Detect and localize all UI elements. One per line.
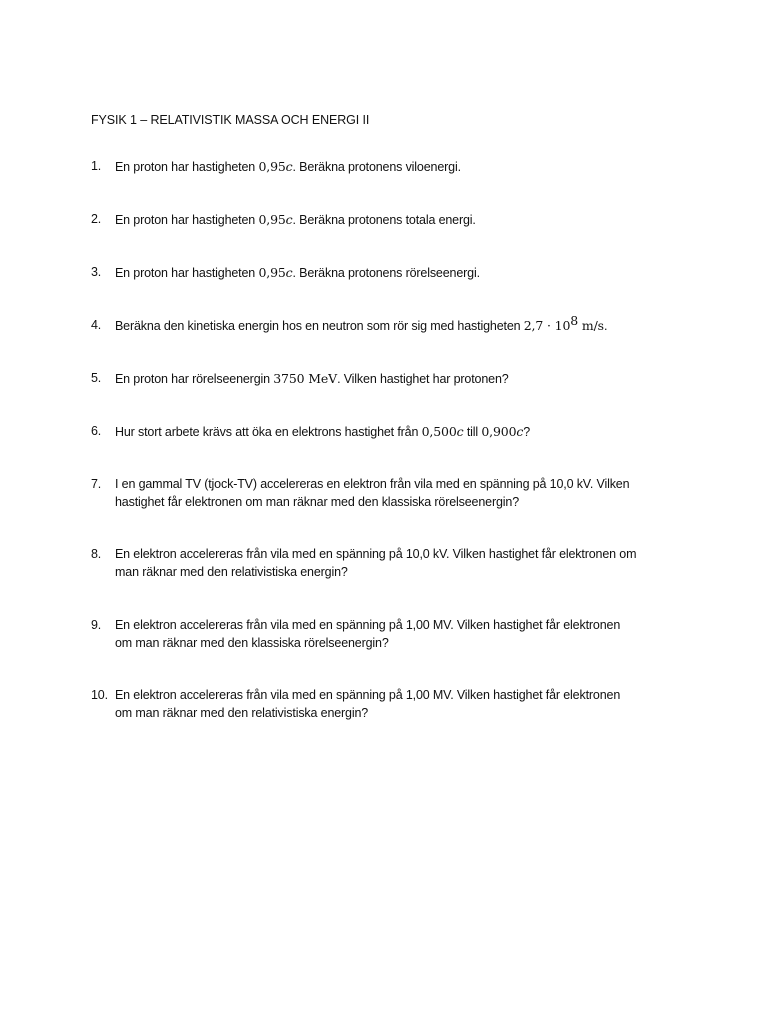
question-item <box>91 617 691 652</box>
question-text-line-2: hastighet får elektronen om man räknar med den klassiska rörelseenergin? <box>115 494 520 509</box>
question-number: 9. <box>91 618 102 632</box>
question-item <box>91 476 691 511</box>
question-number: 8. <box>91 547 102 561</box>
question-item <box>91 423 691 442</box>
question-number: 5. <box>91 371 102 385</box>
question-number: 1. <box>91 159 102 173</box>
question-text-line-2: om man räknar med den relativistiska energin? <box>115 705 369 720</box>
question-number: 10. <box>91 688 108 702</box>
question-item <box>91 158 691 177</box>
question-text: Hur stort arbete krävs att öka en elektrons hastighet från 0,500c till 0,900c? <box>115 424 531 439</box>
question-text: Beräkna den kinetiska energin hos en neutron som rör sig med hastigheten $2,7 \cdot 10^8$ m/s. <box>115 312 608 333</box>
question-number: 6. <box>91 424 102 438</box>
question-text-line-2: om man räknar med den klassiska rörelseenergin? <box>115 635 389 650</box>
question-item <box>91 211 691 230</box>
question-item <box>91 312 691 336</box>
question-number: 4. <box>91 318 102 332</box>
question-text-line-1: I en gammal TV (tjock-TV) accelereras en elektron från vila med en spänning på 10,0 kV. Vilken <box>115 477 630 491</box>
question-text: En proton har rörelseenergin 3750 MeV. Vilken hastighet har protonen? <box>115 371 509 386</box>
question-text-line-1: En elektron accelereras från vila med en spänning på 1,00 MV. Vilken hastighet får elektronen <box>115 688 621 702</box>
question-text-line-1: En elektron accelereras från vila med en spänning på 1,00 MV. Vilken hastighet får elektronen <box>115 618 621 632</box>
question-text: En proton har hastigheten 0,95c. Beräkna protonens rörelseenergi. <box>115 265 480 280</box>
question-number: 2. <box>91 212 102 226</box>
question-text: En proton har hastigheten 0,95c. Beräkna protonens viloenergi. <box>115 159 461 174</box>
question-item <box>91 546 691 581</box>
question-number: 3. <box>91 265 102 279</box>
page-title: FYSIK 1 – RELATIVISTIK MASSA OCH ENERGI II <box>91 113 370 127</box>
question-item <box>91 264 691 283</box>
question-item <box>91 370 691 389</box>
question-number: 7. <box>91 477 102 491</box>
question-text: En proton har hastigheten 0,95c. Beräkna protonens totala energi. <box>115 212 476 227</box>
question-text-line-2: man räknar med den relativistiska energin? <box>115 564 348 579</box>
question-text-line-1: En elektron accelereras från vila med en spänning på 10,0 kV. Vilken hastighet får elektronen om <box>115 547 637 561</box>
question-item <box>91 687 691 722</box>
